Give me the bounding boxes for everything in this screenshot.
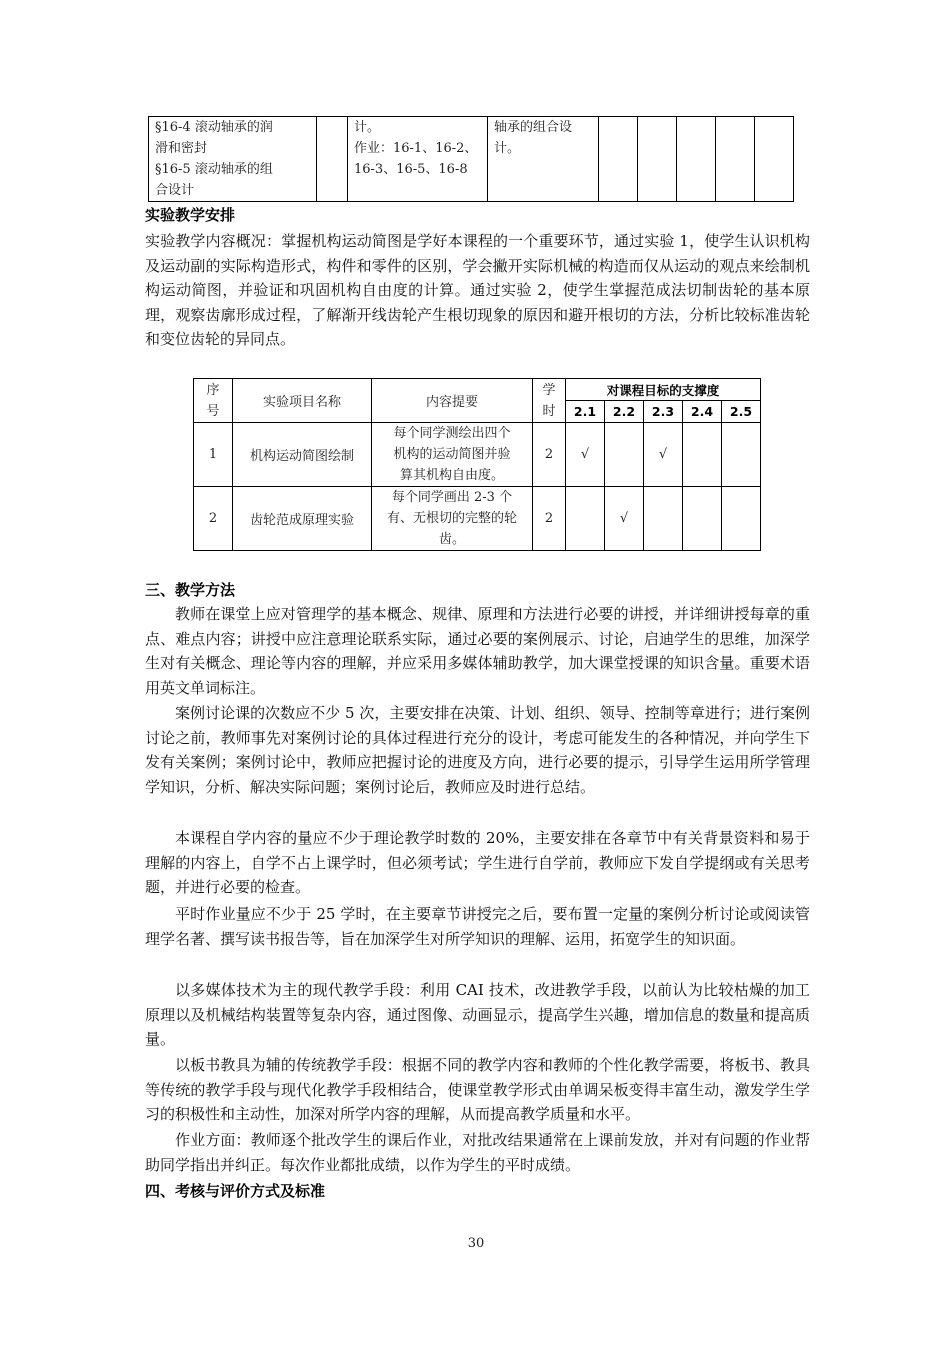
cell-text: 计。 xyxy=(494,141,521,156)
header-goal: 2.1 xyxy=(566,401,605,423)
keypoint-cell xyxy=(488,117,599,202)
check-mark xyxy=(722,423,761,487)
cell-text: 计。 xyxy=(354,120,381,135)
cell-text: 作业：16-1、16-2、 xyxy=(354,141,478,156)
method-paragraph: 案例讨论课的次数应不少 5 次，主要安排在决策、计划、组织、领导、控制等章进行；进行案例讨论之前，教师事先对案例讨论的具体过程进行充分的设计，考虑可能发生的各种情况，并向学生下发有关案例；案例讨论中，教师应把握讨论的进度及方向，进行必要的提示，引导学生运用所学管理学知识，分析、解决实际问题；案例讨论后，教师应及时进行总结。 xyxy=(145,704,810,796)
table-row xyxy=(149,117,794,202)
table-row xyxy=(194,487,761,551)
method-paragraph: 以板书教具为辅的传统教学手段：根据不同的教学内容和教师的个性化教学需要，将板书、教具等传统的教学手段与现代化教学手段相结合，使课堂教学形式由单调呆板变得丰富生动，激发学生学习的积极性和主动性，加深对所学内容的理解，从而提高教学质量和水平。 xyxy=(145,1056,810,1124)
lab-projects-table xyxy=(193,378,761,551)
row-name: 机构运动简图绘制 xyxy=(233,423,372,487)
experiment-heading: 实验教学安排 xyxy=(145,206,236,224)
cell-text: 合设计 xyxy=(155,183,195,198)
method-paragraph: 平时作业量应不少于 25 学时，在主要章节讲授完之后，要布置一定量的案例分析讨论或阅读管理学名著、撰写读书报告等，旨在加深学生对所学知识的理解、运用，拓宽学生的知识面。 xyxy=(145,905,810,948)
row-name: 齿轮范成原理实验 xyxy=(233,487,372,551)
cell-text: 16-3、16-5、16-8 xyxy=(354,162,468,177)
empty-cell xyxy=(716,117,755,202)
chapter-cell xyxy=(149,117,317,202)
header-hours xyxy=(533,379,566,423)
header-goal: 2.5 xyxy=(722,401,761,423)
check-mark xyxy=(722,487,761,551)
cell-text: 轴承的组合设 xyxy=(494,120,573,135)
header-support: 对课程目标的支撑度 xyxy=(566,379,761,401)
row-hours: 2 xyxy=(533,423,566,487)
check-mark xyxy=(605,423,644,487)
row-content xyxy=(372,487,533,551)
header-text: 号 xyxy=(206,403,220,419)
row-content xyxy=(372,423,533,487)
method-paragraph: 作业方面：教师逐个批改学生的课后作业，对批改结果通常在上课前发放，并对有问题的作业帮助同学指出并纠正。每次作业都批成绩，以作为学生的平时成绩。 xyxy=(145,1131,810,1174)
header-seq xyxy=(194,379,233,423)
cell-text: §16-5 滚动轴承的组 xyxy=(155,162,273,177)
empty-cell xyxy=(317,117,348,202)
experiment-summary: 实验教学内容概况：掌握机构运动简图是学好本课程的一个重要环节，通过实验 1，使学生认识机构及运动副的实际构造形式，构件和零件的区别，学会撇开实际机械的构造而仅从运动的观点来绘制机构运动简图，并验证和巩固机构自由度的计算。通过实验 2，使学生掌握范成法切制齿轮的基本原理，观察齿廓形成过程，了解渐开线齿轮产生根切现象的原因和避开根切的方法，分析比较标准齿轮和变位齿轮的异同点。 xyxy=(145,232,810,349)
header-goal: 2.4 xyxy=(683,401,722,423)
section-4-heading: 四、考核与评价方式及标准 xyxy=(145,1182,326,1200)
cell-text: 齿。 xyxy=(438,532,465,547)
method-paragraph: 本课程自学内容的量应不少于理论教学时数的 20%，主要安排在各章节中有关背景资料和易于理解的内容上，自学不占上课学时，但必须考试；学生进行自学前，教师应下发自学提纲或有关思考题，并进行必要的检查。 xyxy=(145,829,810,897)
header-goal: 2.3 xyxy=(644,401,683,423)
header-content: 内容提要 xyxy=(372,379,533,423)
header-text: 时 xyxy=(542,403,556,419)
header-text: 序 xyxy=(206,382,220,398)
assignment-cell xyxy=(348,117,488,202)
header-goal: 2.2 xyxy=(605,401,644,423)
course-schedule-table-continued xyxy=(148,116,794,202)
cell-text: 每个同学画出 2-3 个 xyxy=(391,490,513,505)
cell-text: 机构的运动简图并验 xyxy=(393,447,511,462)
empty-cell xyxy=(599,117,638,202)
empty-cell xyxy=(638,117,677,202)
empty-cell xyxy=(677,117,716,202)
header-text: 学 xyxy=(542,382,556,398)
section-3-heading: 三、教学方法 xyxy=(145,581,236,599)
check-mark xyxy=(683,423,722,487)
cell-text: 滑和密封 xyxy=(155,141,208,156)
row-seq: 1 xyxy=(194,423,233,487)
check-mark xyxy=(683,487,722,551)
row-hours: 2 xyxy=(533,487,566,551)
check-mark xyxy=(644,487,683,551)
cell-text: 有、无根切的完整的轮 xyxy=(386,511,517,526)
row-seq: 2 xyxy=(194,487,233,551)
check-mark xyxy=(566,487,605,551)
cell-text: 算其机构自由度。 xyxy=(399,468,504,483)
header-name: 实验项目名称 xyxy=(233,379,372,423)
method-paragraph: 以多媒体技术为主的现代教学手段：利用 CAI 技术，改进教学手段，以前认为比较枯燥的加工原理以及机械结构装置等复杂内容，通过图像、动画显示，提高学生兴趣，增加信息的数量和提高质量。 xyxy=(145,981,810,1049)
page-number: 30 xyxy=(467,1236,485,1251)
cell-text: 每个同学测绘出四个 xyxy=(393,426,511,441)
empty-cell xyxy=(755,117,794,202)
check-mark: √ xyxy=(644,423,683,487)
check-mark: √ xyxy=(605,487,644,551)
table-header-row xyxy=(194,379,761,401)
cell-text: §16-4 滚动轴承的润 xyxy=(155,120,273,135)
method-paragraph: 教师在课堂上应对管理学的基本概念、规律、原理和方法进行必要的讲授，并详细讲授每章的重点、难点内容；讲授中应注意理论联系实际，通过必要的案例展示、讨论，启迪学生的思维，加深学生对有关概念、理论等内容的理解，并应采用多媒体辅助教学，加大课堂授课的知识含量。重要术语用英文单词标注。 xyxy=(145,605,810,697)
table-row xyxy=(194,423,761,487)
check-mark: √ xyxy=(566,423,605,487)
